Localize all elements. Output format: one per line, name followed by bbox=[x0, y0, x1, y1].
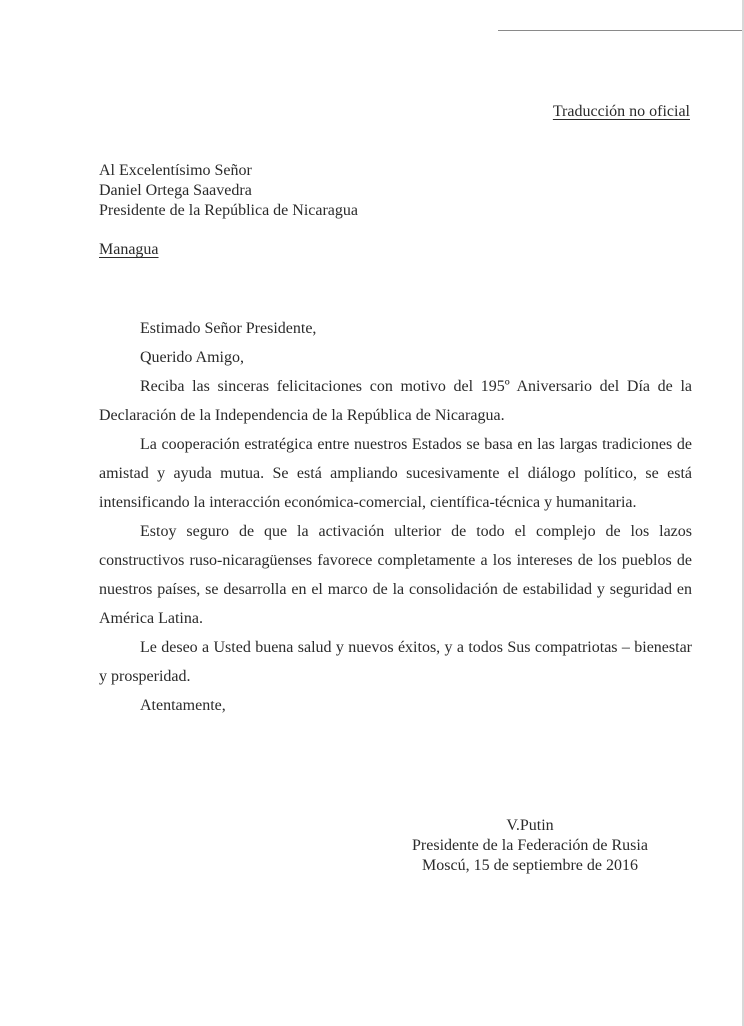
signature-block bbox=[380, 816, 680, 876]
address-line-2: Daniel Ortega Saavedra bbox=[99, 182, 252, 199]
salutation-line-2: Querido Amigo, bbox=[140, 349, 244, 366]
signer-title: Presidente de la Federación de Rusia bbox=[412, 837, 648, 854]
scan-border-line bbox=[498, 30, 744, 31]
translation-note: Traducción no oficial bbox=[552, 103, 690, 120]
paragraph-1: Reciba las sinceras felicitaciones con motivo del 195º Aniversario del Día de la Declaración de la Independencia de la República de Nicaragua. bbox=[99, 378, 692, 424]
paragraph-3: Estoy seguro de que la activación ulterior de todo el complejo de los lazos constructivos ruso-nicaragüenses favorece completamente a los intereses de los pueblos de nuestros países, se desarrolla en el marco de la consolidación de estabilidad y seguridad en América Latina. bbox=[99, 523, 692, 627]
place-and-date: Moscú, 15 de septiembre de 2016 bbox=[422, 857, 638, 874]
salutation-line-1: Estimado Señor Presidente, bbox=[140, 320, 317, 337]
address-line-3: Presidente de la República de Nicaragua bbox=[99, 202, 358, 219]
signer-name: V.Putin bbox=[506, 817, 554, 834]
closing-line: Atentamente, bbox=[140, 697, 226, 714]
recipient-city: Managua bbox=[99, 241, 159, 258]
paragraph-2: La cooperación estratégica entre nuestros Estados se basa en las largas tradiciones de amistad y ayuda mutua. Se está ampliando sucesivamente el diálogo político, se está intensificando la interacción económica-comercial, científica-técnica y humanitaria. bbox=[99, 436, 692, 511]
paragraph-4: Le deseo a Usted buena salud y nuevos éxitos, y a todos Sus compatriotas – bienestar y prosperidad. bbox=[99, 639, 692, 685]
address-line-1: Al Excelentísimo Señor bbox=[99, 162, 252, 179]
letter-body bbox=[99, 314, 692, 720]
recipient-address bbox=[99, 161, 358, 221]
